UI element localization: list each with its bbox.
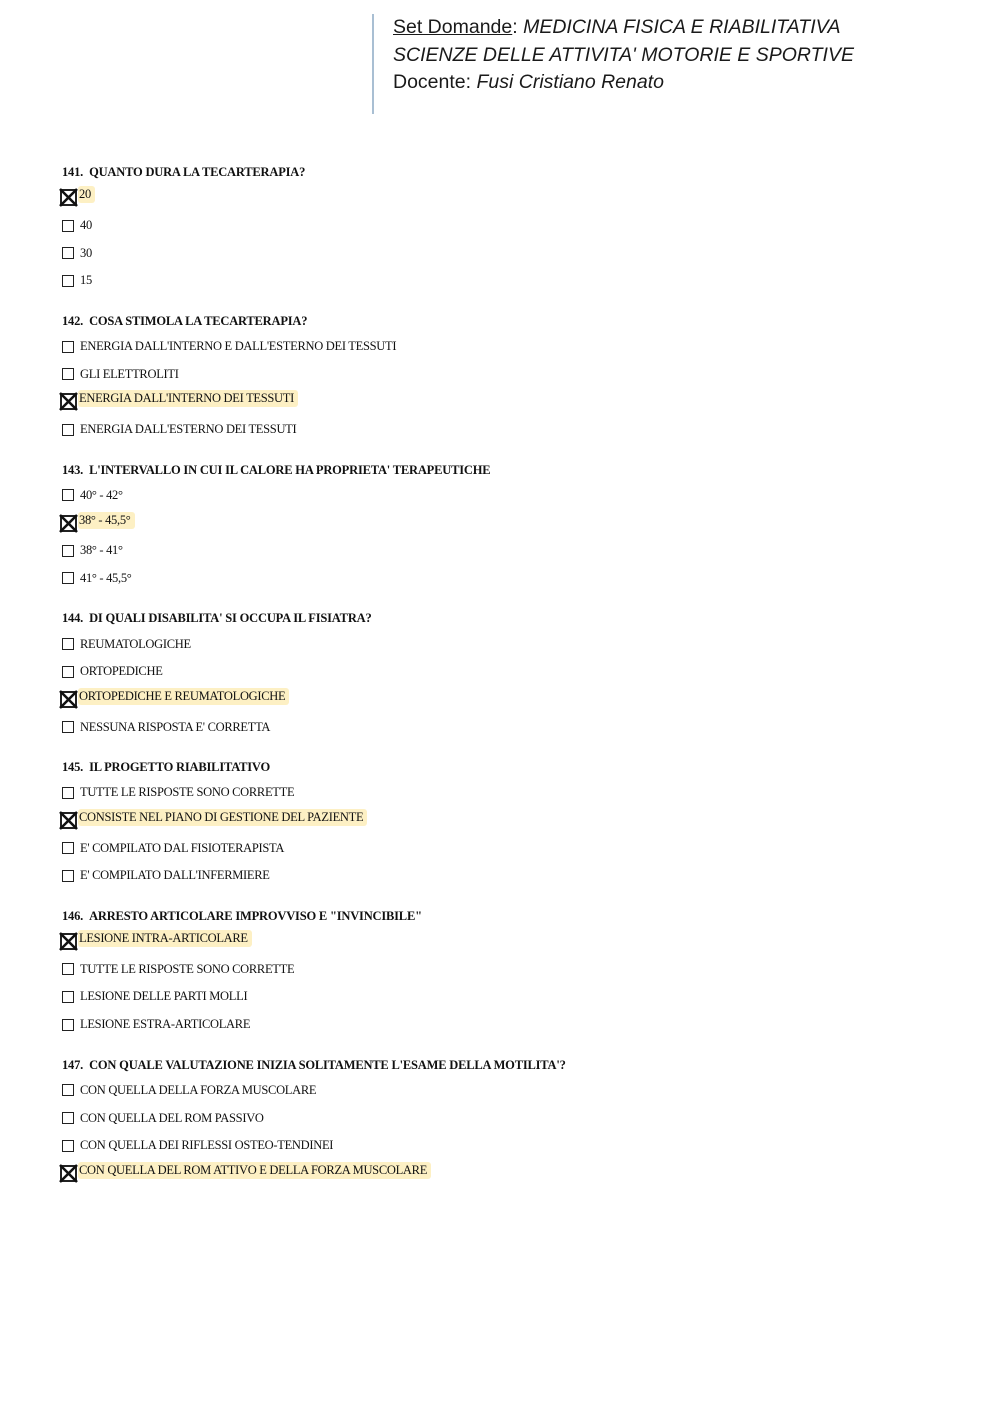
question-title — [62, 755, 962, 779]
question-block — [62, 904, 962, 1039]
answer-label: CONSISTE NEL PIANO DI GESTIONE DEL PAZIENTE — [78, 809, 367, 826]
question-title — [62, 1053, 962, 1077]
answer-label: 20 — [78, 186, 95, 203]
checkbox-checked[interactable] — [60, 189, 77, 206]
answer-label: 38° - 45,5° — [78, 512, 135, 529]
teacher-name: Fusi Cristiano Renato — [476, 71, 664, 93]
checkbox[interactable] — [62, 368, 74, 380]
answer-label: E' COMPILATO DALL'INFERMIERE — [80, 868, 270, 883]
checkbox[interactable] — [62, 275, 74, 287]
checkbox-checked[interactable] — [60, 812, 77, 829]
checkbox[interactable] — [62, 870, 74, 882]
answer-option[interactable] — [62, 834, 962, 862]
answer-option[interactable] — [62, 779, 962, 807]
question-title — [62, 160, 962, 184]
answer-label: TUTTE LE RISPOSTE SONO CORRETTE — [80, 785, 295, 800]
answer-option[interactable] — [62, 1077, 962, 1105]
checkbox[interactable] — [62, 638, 74, 650]
checkbox[interactable] — [62, 247, 74, 259]
x-mark-icon — [58, 689, 79, 710]
answer-label: GLI ELETTROLITI — [80, 366, 179, 381]
answer-option[interactable] — [62, 537, 962, 565]
answer-label: REUMATOLOGICHE — [80, 636, 191, 651]
answer-option[interactable] — [62, 658, 962, 686]
checkbox[interactable] — [62, 572, 74, 584]
x-mark-icon — [58, 513, 79, 534]
answer-label: CON QUELLA DEL ROM PASSIVO — [80, 1110, 264, 1125]
answer-label: 15 — [80, 273, 92, 288]
question-text: DI QUALI DISABILITA' SI OCCUPA IL FISIATRA? — [89, 611, 372, 626]
checkbox[interactable] — [62, 220, 74, 232]
checkbox-checked[interactable] — [60, 393, 77, 410]
checkbox[interactable] — [62, 341, 74, 353]
checkbox[interactable] — [62, 666, 74, 678]
question-number: 144. — [62, 611, 84, 626]
answer-label: LESIONE INTRA-ARTICOLARE — [78, 930, 252, 947]
answer-option[interactable] — [62, 1160, 962, 1188]
x-mark-icon — [58, 931, 79, 952]
answer-label: ORTOPEDICHE E REUMATOLOGICHE — [78, 688, 289, 705]
answer-option[interactable] — [62, 388, 962, 416]
answer-option[interactable] — [62, 212, 962, 240]
checkbox-checked[interactable] — [60, 1165, 77, 1182]
question-text: IL PROGETTO RIABILITATIVO — [89, 760, 270, 774]
answer-label: 30 — [80, 245, 92, 260]
set-line — [393, 14, 854, 42]
question-number: 142. — [62, 313, 84, 328]
question-number: 141. — [62, 165, 84, 179]
checkbox[interactable] — [62, 1019, 74, 1031]
set-label: Set Domande — [393, 16, 513, 38]
question-number: 143. — [62, 462, 84, 477]
answer-option[interactable] — [62, 360, 962, 388]
answer-label: 40 — [80, 218, 92, 233]
checkbox[interactable] — [62, 1084, 74, 1096]
answer-option[interactable] — [62, 267, 962, 295]
answer-label: TUTTE LE RISPOSTE SONO CORRETTE — [80, 961, 295, 976]
answer-label: CON QUELLA DEI RIFLESSI OSTEO-TENDINEI — [80, 1138, 334, 1153]
answer-option[interactable] — [62, 955, 962, 983]
answer-label: 40° - 42° — [80, 487, 123, 502]
answer-option[interactable] — [62, 1132, 962, 1160]
x-mark-icon — [58, 391, 79, 412]
question-number: 146. — [62, 908, 84, 923]
checkbox[interactable] — [62, 1140, 74, 1152]
answer-option[interactable] — [62, 184, 962, 212]
question-title — [62, 309, 962, 333]
question-text: ARRESTO ARTICOLARE IMPROVVISO E "INVINCIBILE" — [89, 908, 422, 923]
answer-label: CON QUELLA DEL ROM ATTIVO E DELLA FORZA MUSCOLARE — [78, 1162, 431, 1179]
answer-option[interactable] — [62, 239, 962, 267]
checkbox[interactable] — [62, 721, 74, 733]
checkbox[interactable] — [62, 545, 74, 557]
question-title — [62, 458, 962, 482]
answer-label: ENERGIA DALL'INTERNO DEI TESSUTI — [78, 390, 298, 407]
question-title — [62, 904, 962, 928]
answer-label: E' COMPILATO DAL FISIOTERAPISTA — [80, 840, 285, 855]
checkbox-checked[interactable] — [60, 691, 77, 708]
answer-option[interactable] — [62, 509, 962, 537]
answer-option[interactable] — [62, 686, 962, 714]
set-name-line2: SCIENZE DELLE ATTIVITA' MOTORIE E SPORTIVE — [393, 43, 854, 66]
answer-option[interactable] — [62, 713, 962, 741]
x-mark-icon — [58, 810, 79, 831]
checkbox[interactable] — [62, 842, 74, 854]
teacher-label: Docente: — [393, 71, 472, 93]
question-block — [62, 458, 962, 593]
checkbox[interactable] — [62, 1112, 74, 1124]
answer-option[interactable] — [62, 630, 962, 658]
answer-option[interactable] — [62, 482, 962, 510]
answer-option[interactable] — [62, 1011, 962, 1039]
answer-option[interactable] — [62, 333, 962, 361]
answer-label: ORTOPEDICHE — [80, 664, 163, 679]
question-block — [62, 160, 962, 295]
question-text: CON QUALE VALUTAZIONE INIZIA SOLITAMENTE L'ESAME DELLA MOTILITA'? — [89, 1057, 566, 1072]
teacher-line — [393, 69, 854, 97]
question-number: 145. — [62, 760, 84, 774]
question-block — [62, 755, 962, 890]
question-text: COSA STIMOLA LA TECARTERAPIA? — [89, 313, 308, 328]
question-title — [62, 606, 962, 630]
checkbox[interactable] — [62, 489, 74, 501]
question-text: QUANTO DURA LA TECARTERAPIA? — [89, 165, 306, 179]
answer-option[interactable] — [62, 416, 962, 444]
answer-label: 41° - 45,5° — [80, 570, 132, 585]
answer-label: 38° - 41° — [80, 543, 123, 558]
question-block — [62, 1053, 962, 1188]
answer-label: LESIONE ESTRA-ARTICOLARE — [80, 1017, 251, 1032]
answer-option[interactable] — [62, 928, 962, 956]
question-block — [62, 606, 962, 741]
checkbox-checked[interactable] — [60, 933, 77, 950]
answer-label: ENERGIA DALL'ESTERNO DEI TESSUTI — [80, 422, 297, 437]
checkbox[interactable] — [62, 424, 74, 436]
answer-label: ENERGIA DALL'INTERNO E DALL'ESTERNO DEI TESSUTI — [80, 339, 397, 354]
checkbox-checked[interactable] — [60, 515, 77, 532]
answer-option[interactable] — [62, 807, 962, 835]
question-list — [62, 160, 962, 1201]
checkbox[interactable] — [62, 963, 74, 975]
answer-option[interactable] — [62, 1104, 962, 1132]
answer-option[interactable] — [62, 862, 962, 890]
checkbox[interactable] — [62, 991, 74, 1003]
set-separator: : — [512, 16, 518, 38]
answer-option[interactable] — [62, 983, 962, 1011]
x-mark-icon — [58, 1163, 79, 1184]
document-header — [372, 14, 854, 114]
answer-label: NESSUNA RISPOSTA E' CORRETTA — [80, 719, 271, 734]
x-mark-icon — [58, 187, 79, 208]
answer-label: LESIONE DELLE PARTI MOLLI — [80, 989, 248, 1004]
question-text: L'INTERVALLO IN CUI IL CALORE HA PROPRIETA' TERAPEUTICHE — [89, 462, 491, 477]
question-number: 147. — [62, 1057, 84, 1072]
set-name-line1: MEDICINA FISICA E RIABILITATIVA — [523, 16, 841, 38]
answer-label: CON QUELLA DELLA FORZA MUSCOLARE — [80, 1082, 317, 1097]
answer-option[interactable] — [62, 565, 962, 593]
checkbox[interactable] — [62, 787, 74, 799]
question-block — [62, 309, 962, 444]
